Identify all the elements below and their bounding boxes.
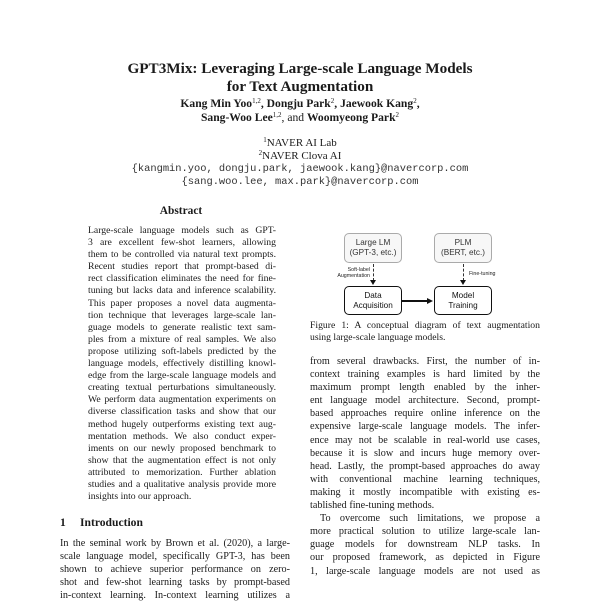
abstract-line: studies and a qualitative analysis provide more (88, 478, 276, 490)
box-label: PLM (454, 238, 472, 247)
abstract-line: propose utilizing soft-labels predicted by the (88, 345, 276, 357)
author-affiliation: 1,2 (252, 97, 261, 105)
body-line: because it is slow and incurs huge memory over- (310, 447, 540, 459)
affiliation-2 (0, 150, 600, 163)
title-line-1: GPT3Mix: Leveraging Large-scale Language Models (127, 60, 473, 77)
box-model-training (434, 286, 492, 315)
abstract-line: edge from the large-scale language models and (88, 370, 276, 382)
abstract-heading: Abstract (159, 205, 203, 217)
dashed-connector (373, 264, 374, 281)
body-line: from several drawbacks. First, the number of in- (310, 356, 540, 367)
author-affiliation: 1,2 (272, 111, 282, 119)
body-line: 1, large-scale language models are not used as (310, 565, 540, 577)
figure-1-diagram (320, 230, 530, 315)
abstract-line: diverse classification tasks and show that our (88, 406, 276, 418)
figure-1-caption (310, 320, 540, 345)
body-line: in-context learning. In-context learning utilizes a (60, 590, 290, 602)
body-line: context training examples is hard limited by the (310, 369, 540, 381)
affiliations (0, 137, 600, 162)
abstract-line: iments on our newly proposed benchmark to (88, 442, 276, 454)
box-sublabel: Training (448, 301, 478, 310)
author-line-2 (0, 111, 600, 125)
abstract-line: language models, effectively distilling knowl- (88, 358, 276, 370)
body-line: expensive large-scale language models. The infer- (310, 421, 540, 433)
abstract-line: rect classification eliminates the need for fine- (88, 273, 276, 285)
email-line-1: {kangmin.yoo, dongju.park, jaewook.kang}@navercorp.com (131, 163, 469, 175)
box-label: Large LM (355, 238, 391, 247)
body-line: shown to achieve superior performance on zero- (60, 564, 290, 576)
abstract-line: creating textual perturbations simultaneously. (88, 382, 276, 394)
body-line: head. Lastly, the prompt-based approaches do away (310, 460, 540, 472)
abstract-line: insights into our approach. (88, 491, 192, 503)
edge-label-line: Soft-label (347, 267, 370, 273)
author-separator: , and (281, 111, 307, 124)
abstract-line: method hugely outperforms existing text aug- (88, 418, 276, 430)
abstract-line: tuning but lacks data and inference scalability. (88, 285, 276, 297)
abstract-line: mentation methods. We also conduct exper- (88, 430, 276, 442)
affiliation-name: NAVER Clova AI (262, 149, 342, 162)
author-line-1 (0, 97, 600, 111)
box-label: Model (451, 291, 475, 300)
arrow-connector (402, 300, 428, 302)
author-affiliation: 2 (330, 97, 335, 105)
box-sublabel: Acquisition (353, 301, 393, 310)
author-list (0, 97, 600, 125)
intro-right-column (310, 355, 540, 578)
author-separator: , (416, 97, 420, 110)
abstract-line: 3 are excellent few-shot learners, allowing (88, 237, 276, 249)
intro-left-column (60, 537, 290, 602)
box-data-acquisition (344, 286, 402, 315)
caption-line: using large-scale language models. (310, 332, 446, 344)
section-title: Introduction (80, 516, 143, 529)
author-name: Dongju Park (266, 97, 331, 110)
arrow-down-icon (460, 280, 466, 285)
abstract-line: attributed to memorization. Further ablation (88, 466, 276, 478)
arrow-down-icon (370, 280, 376, 285)
section-heading-introduction (60, 516, 143, 529)
edge-label-fine-tuning: Fine-tuning (469, 271, 496, 277)
author-affiliation: 2 (413, 97, 417, 105)
author-name: Jaewook Kang (340, 97, 414, 110)
affiliation-name: NAVER AI Lab (266, 137, 337, 149)
body-line: making it mostly incompatible with existing es- (310, 486, 540, 498)
affiliation-number: 1 (263, 136, 267, 144)
abstract-line: Large-scale language models such as GPT- (88, 225, 276, 236)
title-line-2: for Text Augmentation (226, 78, 374, 95)
dashed-connector (463, 264, 464, 281)
body-line: based approaches require online inference on the (310, 408, 540, 420)
body-line: shot and few-shot learning tasks by prompt-based (60, 577, 290, 589)
body-line: guage models for downstream NLP tasks. In (310, 539, 540, 551)
author-affiliation: 2 (395, 111, 400, 119)
paper-title (0, 60, 600, 96)
box-plm (434, 233, 492, 263)
author-separator: , (260, 97, 267, 110)
affiliation-number: 2 (258, 148, 263, 157)
author-name: Woomyeong Park (306, 111, 396, 124)
edge-label-soft-label (322, 267, 370, 279)
section-number: 1 (60, 516, 66, 529)
affiliation-1 (0, 137, 600, 150)
edge-label-line: Augmentation (337, 273, 370, 279)
emails (0, 163, 600, 189)
abstract-line: We perform data augmentation experiments on (88, 394, 276, 406)
box-sublabel: (BERT, etc.) (441, 248, 485, 257)
body-line: ent language model architecture. Second, prompt- (310, 395, 540, 407)
abstract-line: show that the augmentation effect is not only (88, 454, 276, 466)
body-line: with conventional machine learning techniques, (310, 473, 540, 485)
author-name: Kang Min Yoo (180, 97, 253, 110)
body-line: scale language model, specifically GPT-3, has been (60, 551, 290, 563)
body-line: tablished fine-tuning methods. (310, 500, 435, 512)
author-separator: , (334, 97, 341, 110)
email-line-2: {sang.woo.lee, max.park}@navercorp.com (181, 176, 419, 188)
author-name: Sang-Woo Lee (200, 111, 273, 124)
body-line: our proposed framework, as depicted in Figure (310, 552, 540, 564)
abstract-line: Recent studies report that prompt-based di- (88, 261, 276, 273)
box-label: Data (364, 291, 382, 300)
abstract-body (88, 225, 276, 503)
abstract-line: guage models to generate realistic text sam- (88, 321, 276, 333)
abstract-line: ples from a mixture of real samples. We also (88, 333, 276, 345)
body-line: To overcome such limitations, we propose a (320, 513, 540, 525)
box-sublabel: (GPT-3, etc.) (349, 248, 397, 257)
abstract-line: tion technique that leverages large-scale lan- (88, 309, 276, 321)
body-line: more practical solution to utilize large-scale lan- (310, 526, 540, 538)
abstract-line: them to be controlled via natural text prompts. (88, 249, 276, 261)
box-large-lm (344, 233, 402, 263)
abstract-line: This paper proposes a novel data augmenta- (88, 297, 276, 309)
body-line: ence may not be scalable in real-world use cases, (310, 434, 540, 446)
body-line: maximum prompt length enabled by the inher- (310, 382, 540, 394)
caption-line: Figure 1: A conceptual diagram of text augmentation (310, 320, 540, 331)
body-line: In the seminal work by Brown et al. (2020), a large- (60, 538, 290, 549)
arrow-right-icon (427, 298, 433, 304)
